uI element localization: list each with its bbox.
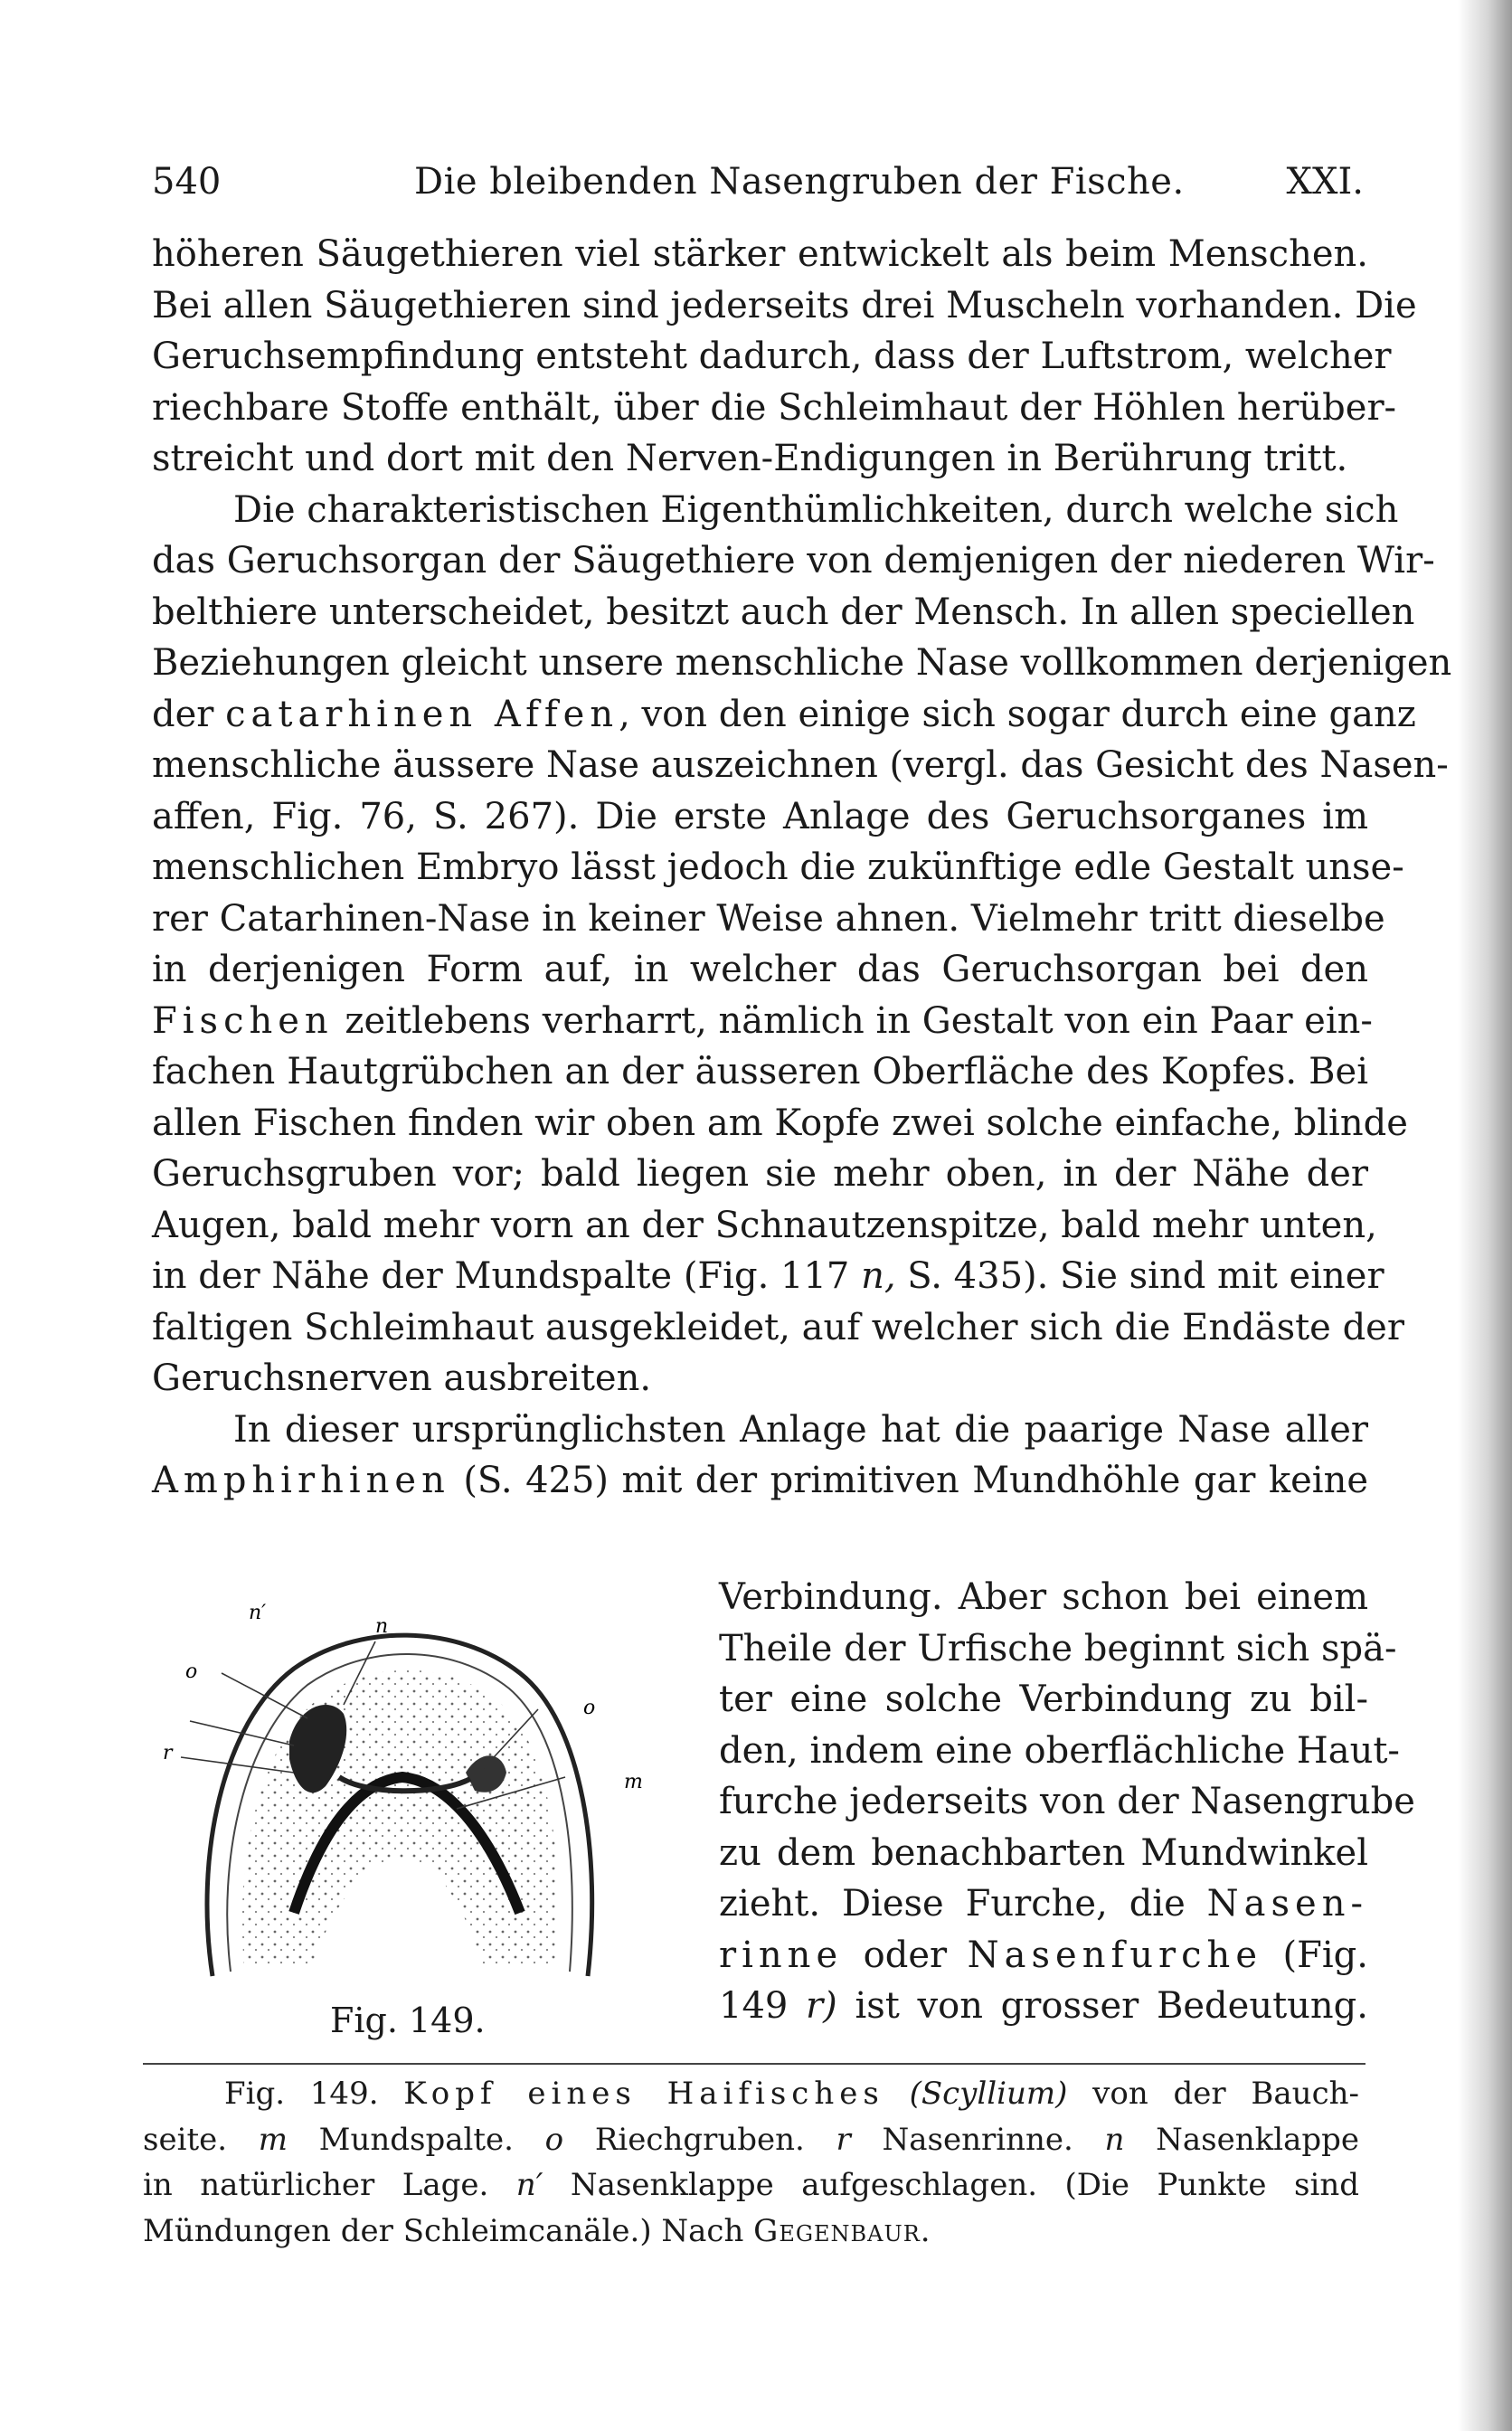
- text-fragment: 149: [719, 1985, 807, 2027]
- text-line: Die charakteristischen Eigenthümlichkeiten, durch welche sich: [233, 488, 1399, 531]
- caption-line: [143, 2209, 1359, 2255]
- italic-fragment: r: [836, 2121, 851, 2158]
- text-line: [719, 1930, 1368, 1982]
- text-line: menschliche äussere Nase auszeichnen (vergl. das Gesicht des Nasen-: [152, 744, 1449, 786]
- text-line: belthiere unterscheidet, besitzt auch der Mensch. In allen speciellen: [152, 591, 1415, 633]
- text-line: ter eine solche Verbindung zu bil-: [719, 1679, 1368, 1720]
- spaced-term: Amphirhinen: [152, 1460, 450, 1501]
- italic-fragment: (Scyllium): [909, 2076, 1068, 2112]
- page-edge-shadow: [1458, 0, 1512, 2431]
- spaced-term: Nasen-: [1206, 1883, 1368, 1925]
- text-line: Geruchsempfindung entsteht dadurch, dass der Luftstrom, welcher: [152, 336, 1392, 377]
- label-n: n: [375, 1615, 389, 1638]
- page-number: 540: [152, 161, 222, 203]
- author-name: Gegenbaur.: [753, 2212, 931, 2249]
- text-line: [152, 1251, 1384, 1302]
- figure-label: Fig. 149.: [330, 2001, 486, 2040]
- text-fragment: von der Bauch-: [1067, 2076, 1359, 2112]
- text-fragment: Mündungen der Schleimcanäle.) Nach: [143, 2212, 754, 2249]
- text-line: [152, 689, 1416, 741]
- text-line: streicht und dort mit den Nerven-Endigungen in Berührung tritt.: [152, 438, 1348, 479]
- text-fragment: seite.: [143, 2121, 259, 2158]
- italic-fragment: n,: [861, 1255, 896, 1297]
- text-line: Geruchsgruben vor; bald liegen sie mehr oben, in der Nähe der: [152, 1153, 1368, 1195]
- text-line: affen, Fig. 76, S. 267). Die erste Anlage des Geruchsorganes im: [152, 795, 1368, 837]
- leader-line: [190, 1721, 294, 1745]
- text-line: In dieser ursprünglichsten Anlage hat die paarige Nase aller: [233, 1408, 1368, 1451]
- text-line: den, indem eine oberflächliche Haut-: [719, 1729, 1400, 1772]
- text-line: Verbindung. Aber schon bei einem: [719, 1576, 1368, 1618]
- italic-fragment: o: [544, 2121, 564, 2158]
- text-fragment: in natürlicher Lage.: [143, 2167, 516, 2203]
- text-fragment: Riechgruben.: [563, 2121, 836, 2158]
- text-line: rer Catarhinen-Nase in keiner Weise ahnen. Vielmehr tritt dieselbe: [152, 897, 1385, 940]
- text-line: [152, 996, 1373, 1047]
- text-fragment: , von den einige sich sogar durch eine ganz: [619, 693, 1416, 735]
- text-line: allen Fischen finden wir oben am Kopfe zwei solche einfache, blinde: [152, 1102, 1408, 1144]
- text-fragment: der: [152, 693, 226, 735]
- text-line: Bei allen Säugethieren sind jederseits drei Muscheln vorhanden. Die: [152, 284, 1417, 326]
- text-line: Geruchsnerven ausbreiten.: [152, 1357, 652, 1399]
- spaced-term: rinne: [719, 1934, 844, 1976]
- text-fragment: (Fig.: [1262, 1934, 1368, 1976]
- text-line: riechbare Stoffe enthält, über die Schleimhaut der Höhlen herüber-: [152, 386, 1397, 429]
- text-fragment: Nasenrinne.: [850, 2121, 1105, 2158]
- text-line: Beziehungen gleicht unsere menschliche Nase vollkommen derjenigen: [152, 642, 1452, 684]
- text-fragment: Nasenklappe: [1124, 2121, 1359, 2158]
- caption-fig: Fig. 149.: [224, 2076, 379, 2112]
- text-line: Augen, bald mehr vorn an der Schnautzenspitze, bald mehr unten,: [152, 1204, 1377, 1246]
- italic-fragment: n′: [515, 2167, 543, 2203]
- text-fragment: zeitlebens verharrt, nämlich in Gestalt von ein Paar ein-: [333, 999, 1373, 1042]
- text-fragment: (S. 425) mit der primitiven Mundhöhle gar keine: [449, 1460, 1368, 1501]
- text-line: furche jederseits von der Nasengrube: [719, 1781, 1415, 1822]
- text-fragment: in der Nähe der Mundspalte (Fig. 117: [152, 1255, 862, 1297]
- caption-line: [143, 2117, 1359, 2163]
- running-title: Die bleibenden Nasengruben der Fische.: [414, 161, 1185, 203]
- wrapped-text: [719, 1572, 1415, 2032]
- text-line: [152, 1455, 1368, 1507]
- text-line: in derjenigen Form auf, in welcher das Geruchsorgan bei den: [152, 949, 1368, 990]
- spaced-term: Kopf eines Haifisches: [403, 2076, 884, 2112]
- spaced-term: catarhinen Affen: [225, 693, 619, 735]
- footnote-rule: [143, 2063, 1366, 2065]
- text-fragment: ist von grosser Bedeutung.: [836, 1985, 1369, 2027]
- running-head: [152, 161, 1364, 215]
- text-line: das Geruchsorgan der Säugethiere von demjenigen der niederen Wir-: [152, 540, 1435, 582]
- text-fragment: Mundspalte.: [287, 2121, 545, 2158]
- chapter-number: XXI.: [1286, 161, 1364, 203]
- spaced-term: Nasenfurche: [967, 1934, 1262, 1976]
- label-m: m: [624, 1771, 643, 1793]
- text-line: faltigen Schleimhaut ausgekleidet, auf welcher sich die Endäste der: [152, 1306, 1404, 1348]
- label-o-left: o: [185, 1660, 198, 1683]
- text-line: [719, 1878, 1368, 1930]
- dotted-skin: [242, 1670, 558, 1967]
- text-fragment: S. 435). Sie sind mit einer: [895, 1255, 1384, 1297]
- text-line: menschlichen Embryo lässt jedoch die zukünftige edle Gestalt unse-: [152, 847, 1404, 888]
- label-r: r: [163, 1742, 173, 1764]
- text-line: Theile der Urfische beginnt sich spä-: [719, 1627, 1397, 1670]
- body-text: [152, 229, 1452, 1507]
- text-fragment: oder: [843, 1934, 968, 1976]
- italic-fragment: r): [806, 1985, 837, 2027]
- figure-149-shark-head: [158, 1587, 665, 1994]
- text-fragment: Nasenklappe aufgeschlagen. (Die Punkte sind: [543, 2167, 1360, 2203]
- spaced-term: Fischen: [152, 999, 334, 1042]
- text-line: höheren Säugethieren viel stärker entwickelt als beim Menschen.: [152, 233, 1368, 275]
- label-o-right: o: [583, 1697, 596, 1719]
- text-line: fachen Hautgrübchen an der äusseren Oberfläche des Kopfes. Bei: [152, 1051, 1368, 1093]
- text-fragment: zieht. Diese Furche, die: [719, 1883, 1207, 1925]
- text-line: zu dem benachbarten Mundwinkel: [719, 1831, 1368, 1874]
- caption-line: [143, 2162, 1359, 2209]
- italic-fragment: m: [258, 2121, 288, 2158]
- text-line: [719, 1981, 1368, 2032]
- label-n-prime: n′: [249, 1602, 267, 1624]
- italic-fragment: n: [1104, 2121, 1125, 2158]
- shark-head-illustration: [158, 1587, 665, 1994]
- caption-line: [143, 2071, 1359, 2117]
- figure-caption: [143, 2071, 1359, 2254]
